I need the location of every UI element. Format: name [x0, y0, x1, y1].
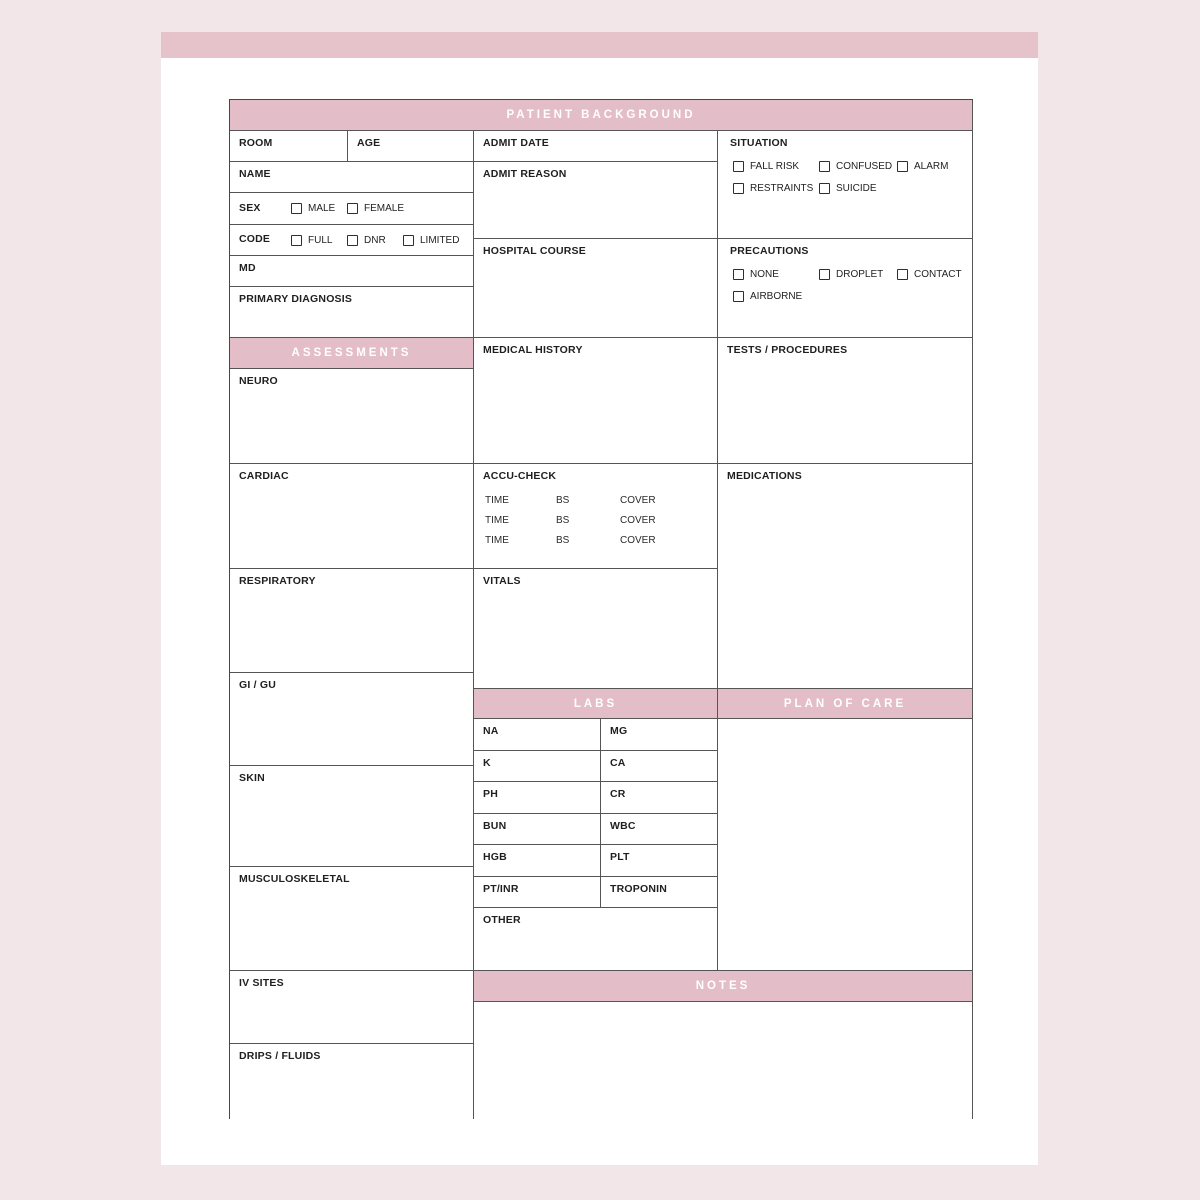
accu-time-label: TIME — [485, 514, 509, 526]
sex-label: SEX — [239, 201, 261, 214]
situation-option-suicide[interactable] — [819, 183, 897, 194]
patient-background-header — [230, 100, 973, 131]
assessment-gi-gu-field[interactable] — [230, 673, 474, 766]
code-option-full[interactable] — [291, 235, 347, 246]
contact-checkbox-icon[interactable] — [897, 269, 908, 280]
lab-cr-label: CR — [610, 788, 626, 800]
cardiac-label: CARDIAC — [239, 470, 289, 482]
accu-check-field[interactable] — [474, 464, 718, 569]
sex-option-female[interactable] — [347, 203, 404, 214]
lab-other-field[interactable] — [474, 908, 718, 971]
lab-hgb-field[interactable] — [474, 845, 601, 877]
full-checkbox-icon[interactable] — [291, 235, 302, 246]
lab-mg-field[interactable] — [601, 719, 718, 751]
sex-option-male[interactable] — [291, 203, 347, 214]
assessment-cardiac-field[interactable] — [230, 464, 474, 569]
restraints-checkbox-label: RESTRAINTS — [750, 182, 814, 194]
lab-troponin-field[interactable] — [601, 877, 718, 908]
admit-date-field[interactable] — [474, 131, 718, 162]
alarm-checkbox-label: ALARM — [914, 160, 949, 172]
full-checkbox-label: FULL — [308, 234, 333, 246]
assessment-iv-sites-field[interactable] — [230, 971, 474, 1044]
situation-option-fall-risk[interactable] — [733, 161, 819, 172]
contact-checkbox-label: CONTACT — [914, 268, 962, 280]
accu-bs-label: BS — [556, 514, 570, 526]
sex-field[interactable] — [230, 193, 474, 225]
none-checkbox-icon[interactable] — [733, 269, 744, 280]
md-label: MD — [239, 262, 256, 274]
code-field[interactable] — [230, 225, 474, 256]
plan-of-care-header — [718, 689, 973, 719]
confused-checkbox-label: CONFUSED — [836, 160, 893, 172]
accu-cover-label: COVER — [620, 494, 656, 506]
room-field[interactable] — [230, 131, 348, 162]
situation-option-alarm[interactable] — [897, 161, 963, 172]
respiratory-label: RESPIRATORY — [239, 575, 316, 587]
age-field[interactable] — [348, 131, 474, 162]
accu-cover-label: COVER — [620, 514, 656, 526]
notes-header — [474, 971, 973, 1002]
accu-cover-label: COVER — [620, 534, 656, 546]
lab-na-label: NA — [483, 725, 499, 737]
age-label: AGE — [357, 137, 381, 149]
lab-k-label: K — [483, 757, 491, 769]
medications-field[interactable] — [718, 464, 973, 689]
fall-risk-checkbox-icon[interactable] — [733, 161, 744, 172]
droplet-checkbox-icon[interactable] — [819, 269, 830, 280]
male-checkbox-label: MALE — [308, 203, 336, 214]
precautions-option-droplet[interactable] — [819, 269, 897, 280]
restraints-checkbox-icon[interactable] — [733, 183, 744, 194]
notes-title: NOTES — [695, 980, 751, 992]
accu-bs-label: BS — [556, 494, 570, 506]
precautions-option-none[interactable] — [733, 269, 819, 280]
lab-bun-field[interactable] — [474, 814, 601, 845]
patient-background-title: PATIENT BACKGROUND — [506, 109, 696, 121]
droplet-checkbox-label: DROPLET — [836, 268, 884, 280]
gi-gu-label: GI / GU — [239, 679, 276, 691]
assessment-neuro-field[interactable] — [230, 369, 474, 464]
limited-checkbox-label: LIMITED — [420, 234, 460, 246]
situation-label: SITUATION — [730, 137, 788, 149]
medical-history-field[interactable] — [474, 338, 718, 464]
airborne-checkbox-icon[interactable] — [733, 291, 744, 302]
male-checkbox-icon[interactable] — [291, 203, 302, 214]
precautions-field[interactable] — [718, 239, 973, 338]
lab-ph-label: PH — [483, 788, 498, 800]
accu-time-label: TIME — [485, 534, 509, 546]
admit-reason-field[interactable] — [474, 162, 718, 239]
room-label: ROOM — [239, 137, 273, 149]
lab-plt-field[interactable] — [601, 845, 718, 877]
admit-date-label: ADMIT DATE — [483, 137, 549, 149]
lab-pt-inr-label: PT/INR — [483, 883, 519, 895]
iv-sites-label: IV SITES — [239, 977, 284, 989]
accu-bs-label: BS — [556, 534, 570, 546]
md-field[interactable] — [230, 256, 474, 287]
precautions-option-airborne[interactable] — [733, 291, 819, 302]
admit-reason-label: ADMIT REASON — [483, 168, 567, 180]
labs-title: LABS — [573, 697, 618, 710]
hospital-course-label: HOSPITAL COURSE — [483, 245, 586, 257]
musculoskeletal-label: MUSCULOSKELETAL — [239, 873, 350, 885]
lab-k-field[interactable] — [474, 751, 601, 782]
skin-label: SKIN — [239, 772, 265, 784]
limited-checkbox-icon[interactable] — [403, 235, 414, 246]
tests-procedures-field[interactable] — [718, 338, 973, 464]
none-checkbox-label: NONE — [750, 268, 779, 280]
lab-other-label: OTHER — [483, 914, 521, 926]
lab-na-field[interactable] — [474, 719, 601, 751]
lab-wbc-label: WBC — [610, 820, 636, 832]
assessment-skin-field[interactable] — [230, 766, 474, 867]
assessment-musculoskeletal-field[interactable] — [230, 867, 474, 971]
accu-check-grid — [483, 495, 708, 546]
lab-wbc-field[interactable] — [601, 814, 718, 845]
female-checkbox-label: FEMALE — [364, 203, 405, 214]
accu-time-label: TIME — [485, 494, 509, 506]
lab-bun-label: BUN — [483, 820, 507, 832]
tests-procedures-label: TESTS / PROCEDURES — [727, 344, 848, 356]
medications-label: MEDICATIONS — [727, 470, 802, 482]
vitals-field[interactable] — [474, 569, 718, 689]
situation-option-confused[interactable] — [819, 161, 897, 172]
assessment-drips-fluids-field[interactable] — [230, 1044, 474, 1119]
fall-risk-checkbox-label: FALL RISK — [750, 160, 800, 172]
hospital-course-field[interactable] — [474, 239, 718, 338]
situation-field[interactable] — [718, 131, 973, 239]
accu-check-label: ACCU-CHECK — [483, 470, 557, 482]
code-option-limited[interactable] — [403, 235, 459, 246]
suicide-checkbox-label: SUICIDE — [836, 182, 877, 194]
code-label: CODE — [239, 233, 271, 246]
notes-area[interactable] — [474, 1002, 973, 1119]
vitals-label: VITALS — [483, 575, 521, 587]
suicide-checkbox-icon[interactable] — [819, 183, 830, 194]
plan-of-care-title: PLAN OF CARE — [783, 697, 907, 710]
top-accent-bar — [161, 32, 1038, 58]
precautions-label: PRECAUTIONS — [730, 245, 809, 257]
dnr-checkbox-label: DNR — [364, 234, 386, 246]
drips-fluids-label: DRIPS / FLUIDS — [239, 1050, 321, 1062]
labs-header — [474, 689, 718, 719]
lab-mg-label: MG — [610, 725, 628, 737]
precautions-options — [730, 269, 963, 302]
lab-troponin-label: TROPONIN — [610, 883, 668, 895]
female-checkbox-icon[interactable] — [347, 203, 358, 214]
situation-option-restraints[interactable] — [733, 183, 819, 194]
lab-ca-label: CA — [610, 757, 626, 769]
lab-cr-field[interactable] — [601, 782, 718, 814]
dnr-checkbox-icon[interactable] — [347, 235, 358, 246]
assessments-title: ASSESSMENTS — [291, 347, 412, 359]
lab-hgb-label: HGB — [483, 851, 507, 863]
lab-ca-field[interactable] — [601, 751, 718, 782]
name-field[interactable] — [230, 162, 474, 193]
name-label: NAME — [239, 168, 271, 180]
lab-plt-label: PLT — [610, 851, 630, 863]
assessment-respiratory-field[interactable] — [230, 569, 474, 673]
airborne-checkbox-label: AIRBORNE — [750, 290, 803, 302]
alarm-checkbox-icon[interactable] — [897, 161, 908, 172]
lab-ph-field[interactable] — [474, 782, 601, 814]
primary-diagnosis-field[interactable] — [230, 287, 474, 338]
primary-diagnosis-label: PRIMARY DIAGNOSIS — [239, 293, 353, 305]
precautions-option-contact[interactable] — [897, 269, 963, 280]
plan-of-care-area[interactable] — [718, 719, 973, 971]
situation-options — [730, 161, 963, 194]
confused-checkbox-icon[interactable] — [819, 161, 830, 172]
code-option-dnr[interactable] — [347, 235, 403, 246]
report-form — [229, 99, 973, 1119]
neuro-label: NEURO — [239, 375, 278, 387]
medical-history-label: MEDICAL HISTORY — [483, 344, 583, 356]
assessments-header — [230, 338, 474, 369]
lab-pt-inr-field[interactable] — [474, 877, 601, 908]
